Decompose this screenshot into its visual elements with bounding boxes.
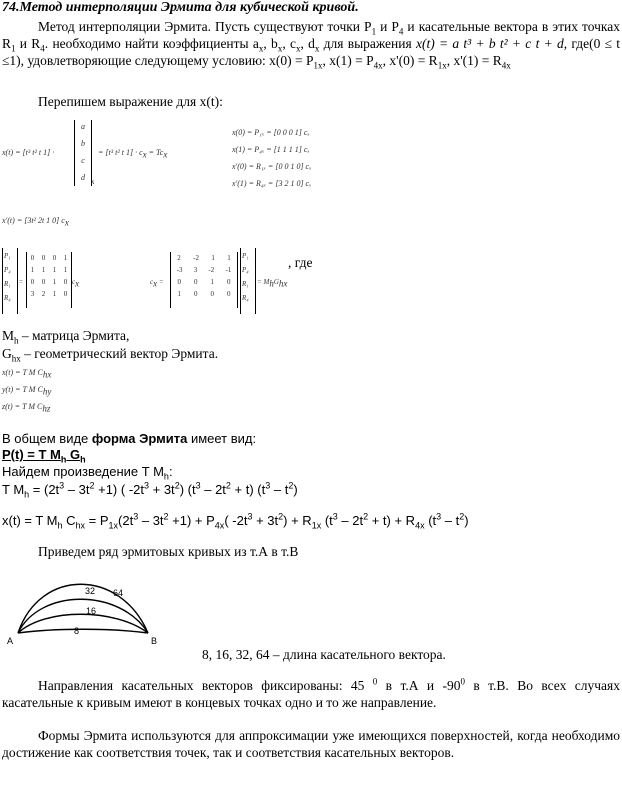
curve-16 — [18, 614, 148, 633]
rewrite-line: Перепишем выражение для x(t): — [38, 94, 223, 109]
label-8: 8 — [74, 626, 80, 636]
label-64: 64 — [113, 588, 124, 598]
document-title: 74.Метод интерполяции Эрмита для кубической кривой. — [2, 0, 359, 15]
xt-matrix-equation: x(t) = [t³ t² t 1] · a b c d x = [t³ t² t $1] \cdot c_x = Tc_x$ — [2, 122, 168, 186]
inline-cubic-formula: x(t) = a t³ + b t² + c t + d — [415, 36, 564, 51]
constraint-matrix: 0 0 0 1 1 1 1 1 0 0 1 0 3 2 1 0 — [26, 252, 72, 308]
xt-full-expansion: x(t) = T $M_h$ $C_{hx} = P_{1x}(2t^3 - 3t^2 +1) + P_{4x}$( $-2t^3 + 3t^2) + R_{1x}$ $(t^3 - 2t^2 + t) + R_{4x}$ $(t^3 - t^2)$ — [2, 511, 469, 531]
curves-intro: Приведем ряд эрмитовых кривых из т.А в т.В — [38, 544, 299, 559]
z-equation: z(t) = T M $C_{hz}$ — [2, 402, 51, 414]
xt-rhs: = [t³ t² t $1] \cdot c_x = Tc_x$ — [98, 148, 168, 160]
label-16: 16 — [86, 606, 97, 616]
right-matrix-equation: $c_x$ = 2 -2 1 1 -3 3 -2 -1 0 0 1 0 1 0 0 0 P₁ P₄ R₁ R₄ = $M_hG_{hx}$ — [150, 248, 300, 318]
point-b-label: B — [151, 636, 158, 646]
curve-8 — [18, 629, 148, 633]
where-label: , где — [288, 255, 313, 270]
intro-paragraph: Метод интерполяции Эрмита. Пусть существуют точки $P_1$ и $P_4$ и касательные вектора в этих точках $R_1$ и $R_4$. необходимо найти коэффициенты $a_x$, $b_x$, $c_x$, $d_x$ для выражения x(t) = a t³ + b t² + c t + d, где(0 ≤ t ≤1), удовлетворяющие следующему условию: $x(0) = P_{1x}$, $x(1) = P_{4x}$, $x'(0) = R_{1x}$, $x'(1) = R_{4x}$ — [2, 19, 621, 71]
point-a-label: A — [7, 636, 14, 646]
pr-vector-right: P₁ P₄ R₁ R₄ — [240, 248, 256, 314]
curve-caption: 8, 16, 32, 64 – длина касательного вектора. — [202, 647, 446, 662]
conditions-list: x(0) = P₁ₓ = [0 0 0 1] cₓ x(1) = P₄ₓ = [1 1 1 1] cₓ x'(0) = R₁ₓ = [0 0 1 0] cₓ x'(1) = R₄ₓ = [3 2 1 0] cₓ — [232, 128, 312, 188]
ghx-definition: $G_{hx}$ – геометрический вектор Эрмита. — [2, 346, 219, 364]
x-equation: x(t) = T M $C_{hx}$ — [2, 368, 52, 380]
find-product-line: Найдем произведение T $M_h$: — [2, 464, 173, 482]
final-paragraph: Формы Эрмита используются для аппроксимации уже имеющихся поверхностей, когда необходимо достижение как соответствия точек, так и соответствия касательных векторов. — [2, 728, 620, 760]
derivative-equation: x'(t) = [3t² 2t 1 0] $c_x$ — [2, 216, 69, 228]
curve-64 — [18, 584, 148, 633]
hermite-matrix: 2 -2 1 1 -3 3 -2 -1 0 0 1 0 1 0 0 0 — [170, 252, 238, 308]
general-form-line: В общем виде форма Эрмита имеет вид: — [2, 431, 257, 446]
xt-lhs: x(t) = [t³ t² t 1] · — [2, 148, 55, 157]
tmh-product-line: T $M_h = (2t^3 - 3t^2 +1)$ ( $-2t^3 + 3t^2$) $(t^3 - 2t^2 + t)$ $(t^3 - t^2)$ — [2, 480, 298, 500]
mh-definition: $M_h$ – матрица Эрмита, — [2, 328, 130, 346]
pr-vector-left: P₁ P₄ R₁ R₄ — [2, 248, 18, 314]
coef-vector: a b c d — [74, 120, 92, 186]
coordinate-equations — [2, 364, 51, 415]
y-equation: y(t) = T M $C_{hy}$ — [2, 385, 52, 397]
pt-formula: P(t) = T $M_h$ $G_h$ — [2, 447, 86, 465]
left-matrix-equation: P₁ P₄ R₁ R₄ = 0 0 0 1 1 1 1 1 0 0 1 0 3 2 1 0 $c_x$ — [2, 248, 112, 318]
hermite-curves-diagram — [0, 578, 170, 650]
label-32: 32 — [85, 586, 96, 596]
direction-paragraph: Направления касательных векторов фиксированы: 45 $^0$ в т.А и $-90^0$ в т.В. Во всех случаях касательные к кривым имеют в концевых точках одно и то же направление. — [2, 676, 620, 710]
